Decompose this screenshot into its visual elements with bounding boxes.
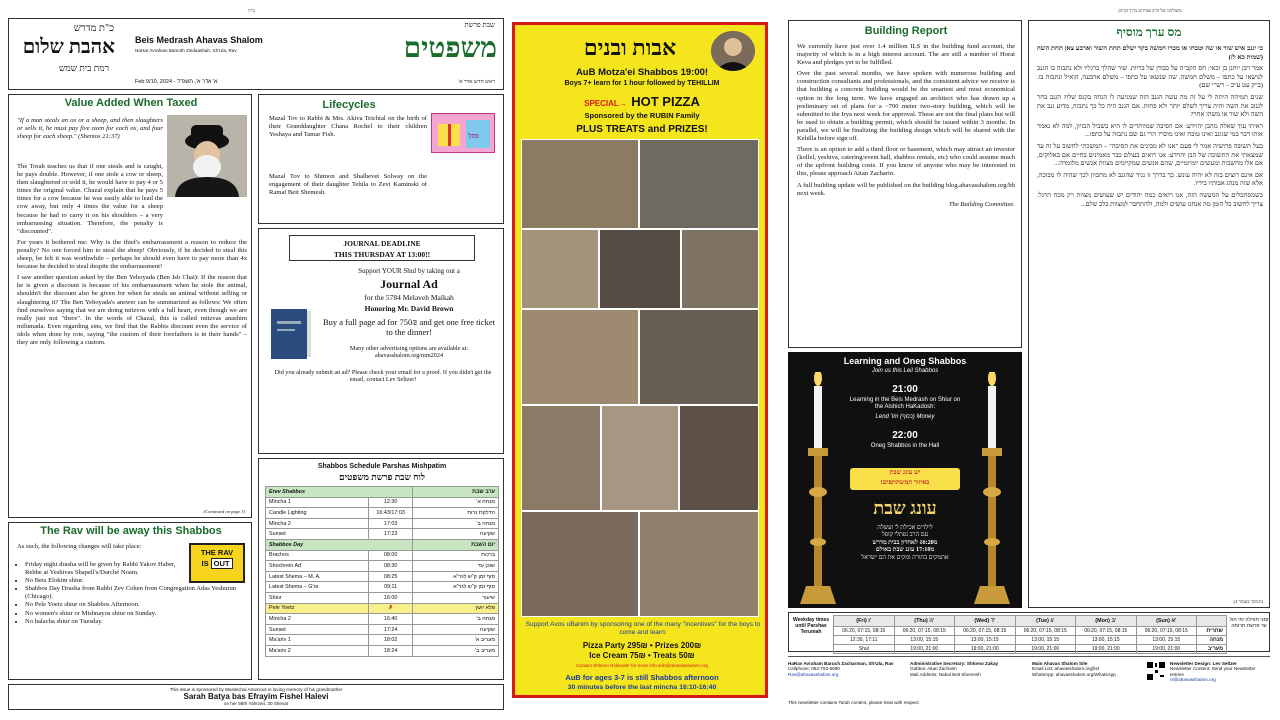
weekday-day: (Tue) ג': [1015, 616, 1076, 627]
schedule-event-heb: סוף זמן ק"ש לגר"א: [413, 582, 499, 593]
journal-support: Support YOUR Shul by taking out a: [358, 267, 460, 275]
footer-col1: [788, 661, 906, 677]
oneg-sub: Join us this Leil Shabbos: [871, 368, 939, 374]
weekday-label-heb: זמני תפילה ימי חול עד פרשת תרומה: [1229, 617, 1269, 630]
weekday-cell: 13:00, 15:15: [955, 635, 1016, 644]
candle-right-icon: [964, 372, 1020, 622]
hebrew-article: [1028, 20, 1270, 608]
continued-note: (Continued on page 3): [203, 508, 245, 514]
schedule-row: [266, 645, 499, 656]
schedule-title-heb: לוח שבת פרשת משפטים: [339, 472, 425, 482]
schedule-row: [266, 624, 499, 635]
rav-away-item: • Shabbos Day Drasha from Rabbi Zev Cohen from Congregation Adas Yeshurun (Chicago).: [25, 585, 247, 601]
weekday-row-label: מעריב: [1197, 644, 1227, 653]
oneg-banner-line1: יש עונג שבת: [889, 469, 921, 476]
rav-away-item: • No halacha shiur on Tuesday.: [25, 618, 247, 626]
weekday-table: [833, 615, 1227, 654]
schedule-event: Shiur: [266, 592, 369, 603]
weekday-row-label: מנחה: [1197, 635, 1227, 644]
schedule-event-heb: מעריב א': [413, 635, 499, 646]
shul-address: NaHar Avraham Bamoth Zindaashah, Sh'Ula, Rav: [135, 48, 237, 53]
journal-title: Journal Ad: [380, 277, 438, 291]
value-added-p1: The Torah teaches us that if one steals and is caught, he pays double. However, if one stole a cow or sheep, then slaughtered or sold it, he would have to pay 4 or 5 times the original value. Chazal explain that he pays 5 times for a cow because he was easily able to lead the cow away, but only 4 times the value for a sheep because he had to carry it on his shoulders – a very embarrassing situation. Therefore, the penalty is "discounted".: [17, 163, 163, 235]
value-added-body: [17, 163, 247, 350]
schedule-event-heb: פלא יועץ: [413, 603, 499, 614]
weekday-row-label: שחרית: [1197, 626, 1227, 635]
photo-7: [639, 309, 759, 405]
value-added-p3: I saw another question asked by the Ben Yehoyada (Ben Ish Chai): If the reason that he is given a discount is because of his embarrassment when he stole the animal, shouldn't the discount also be given for when he steals an animal without selling or slaughtering it? The Ben Yehoyada's answer can be summarized as follows: We often find ourselves saying that we are doing mitzvos with a full heart, even though we are really just not "there". In the words of Chazal, this is called mitzvas anashim milumada. Even regarding sins, we find that the Rabbis discount even the service of idols when done by rote, saying "the custom of their forefathers is in their hands" – they are only following a custom.: [17, 274, 247, 346]
schedule-event-heb: שקיעה: [413, 624, 499, 635]
rav-away-item: • No women's shiur or Mishnayos shiur on Sunday.: [25, 610, 247, 618]
schedule-time: 09:11: [369, 582, 413, 593]
weekday-cell: 13:00, 15:15: [1136, 635, 1197, 644]
hot-pizza: HOT PIZZA: [631, 94, 700, 109]
value-added-quote: "If a man steals an ox or a sheep, and then slaughters or sells it, he must pay five oxen for each ox, and four sheep for each sheep." (Shemos 21:37): [17, 117, 163, 141]
schedule-time: 17:24: [369, 624, 413, 635]
flyer-title: אבות ובנים: [583, 35, 677, 60]
footer-col4: [1170, 661, 1270, 683]
footer-col3: [1032, 661, 1142, 677]
sign-line1: THE RAV: [200, 548, 234, 557]
schedule-event-heb: שוכן עד: [413, 561, 499, 572]
footer-note: This newsletter contains Torah content, please treat with respect: [788, 700, 919, 705]
oneg-title: Learning and Oneg Shabbos: [843, 356, 967, 366]
weekday-corner: [1197, 616, 1227, 627]
sponsor-line1: This issue is sponsored by Mordechai Americus in loving memory of his grandmother: [169, 687, 343, 692]
photo-5: [681, 229, 759, 309]
hebrew-para: כשמסתכלים על המעשה הזה, אנו רואים כמה יהודים יש שעושים מצוות רק מכח הרגל. צריך לחשוב כל הזמן מה אנחנו עושים ולמה, ולהתחבר למצוות בלב שלם...: [1037, 191, 1263, 208]
schedule-event: Candle Lighting: [266, 508, 369, 519]
weekday-cell: 06:20, 07:15, 08:15: [955, 626, 1016, 635]
yiddish-header-top: משולחנו של הרב אברהם ברוך זכרמן: [1118, 8, 1182, 13]
schedule-row: [266, 529, 499, 540]
oneg-desc2: Oneg Shabbos in the Hall: [870, 443, 940, 449]
building-signature: The Building Committee.: [948, 200, 1015, 208]
footer-rav-email[interactable]: Rav@ahavasshalom.org: [788, 671, 839, 677]
building-p4: A full building update will be published on the building blog.ahavasshalom.org/bb next week.: [797, 181, 1015, 197]
oneg-desc1b: Lend 'Im (כסף) Money: [875, 414, 935, 420]
qr-code-icon: [1146, 661, 1166, 681]
building-report: [788, 20, 1022, 348]
oneg-time2: 22:00: [892, 430, 918, 441]
weekday-day: (Sun) א': [1136, 616, 1197, 627]
weekday-cell: Shul: [834, 644, 895, 653]
footer-info: [788, 656, 1270, 696]
shabbos-schedule: [258, 458, 504, 680]
schedule-row: [266, 592, 499, 603]
photo-10: [679, 405, 759, 511]
rosh-chodesh: ראש חדש אדר א': [458, 79, 495, 85]
footer-secretary: Administrative Secretary: Shlomo Zakay: [910, 661, 999, 666]
erev-rows: [266, 497, 499, 539]
issue-date: Feb 9/10, 2024 - א' אדר א', תשפ"ד: [135, 79, 218, 85]
weekday-cell: 06:20, 07:15, 08:15: [1076, 626, 1137, 635]
gift-icon: [432, 114, 496, 154]
footer-nl-email[interactable]: nl@ahavasshalom.org: [1170, 677, 1216, 683]
schedule-time: 08:25: [369, 571, 413, 582]
flyer-prices1: Pizza Party 295₪ • Prizes 200₪: [582, 641, 702, 650]
building-p2: Over the past several months, we have spoken with numerous building and construction consultants and professionals, and the consistent advice we receive is that building a concrete building would be the smartest and most economical option in the long term. We have engaged an architect who has drawn up a preliminary set of plans for a ~700 meter two-story building, which will be submitted to the Irya next week for approval. These are not the final plans but will be used to obtain a building permit, which should be issued within 3 months. In parallel, we will be finalizing the building design which will be shared with the Kehilla before sign off.: [797, 70, 1015, 143]
hebrew-continued: (המשך בעמוד 3): [1233, 598, 1263, 604]
schedule-time: 18:24: [369, 645, 413, 656]
journal-buy: Buy a full page ad for 750₪ and get one free ticket to the dinner!: [322, 317, 496, 337]
schedule-event: Shochrein Ad: [266, 561, 369, 572]
footer-whatsapp[interactable]: WhatsApp: ahavasshalom.org/WhatsApp: [1032, 671, 1116, 677]
lifecycle-engagement: Mazal Tov to Shimon and Shalhevet Solway on the engagement of their daughter Tehila to Zevi Kaminski of Ramat Beit Shemesh.: [269, 173, 427, 197]
oneg-detail: מ17:10 עונג שבת באולם: [875, 546, 935, 554]
weekday-day: (Fri) ו': [834, 616, 895, 627]
weekday-day: (Wed) ד': [955, 616, 1016, 627]
value-added-title: Value Added When Taxed: [64, 97, 198, 109]
rebbe-portrait: [711, 31, 755, 71]
oneg-details: [844, 524, 966, 561]
sponsor-line3: on her 56th Yahrzeit, 30 Shevat: [223, 701, 289, 707]
lifecycles-box: [258, 94, 504, 224]
journal-for: for the 5784 Melaveh Malkah: [364, 293, 454, 302]
schedule-time: 17:23: [369, 529, 413, 540]
footer-design: Newsletter Design: Lev Seltzer: [1170, 661, 1237, 666]
weekday-cell: 06:20, 07:15, 08:15: [834, 626, 895, 635]
flyer-ages2: 30 minutes before the last mincha 16:10-16:40: [567, 684, 717, 691]
photo-1: [521, 139, 639, 229]
journal-options: Many other advertising options are available at: ahavasshalom.org/mm2024: [349, 345, 469, 360]
day-header: Shabbos Day: [266, 539, 413, 550]
footer-mail: Mail Address: Nahal Beit Shemesh: [910, 671, 981, 677]
weekday-row: [834, 626, 1227, 635]
photo-3: [521, 229, 599, 309]
schedule-event: Latest Shema – G'ra: [266, 582, 369, 593]
schedule-event-heb: שקיעה: [413, 529, 499, 540]
building-body: [797, 43, 1015, 212]
schedule-event: Brachos: [266, 550, 369, 561]
schedule-event: Sunset: [266, 529, 369, 540]
schedule-event: Ma'ariv 1: [266, 635, 369, 646]
footer-email-list[interactable]: Email List: ahavasshalom.org/list: [1032, 666, 1099, 672]
weekday-cell: 06:20, 07:15, 08:15: [1015, 626, 1076, 635]
deadline-line2: THIS THURSDAY AT 13:00!!: [333, 250, 431, 259]
oneg-banner: [850, 468, 960, 490]
schedule-time: 08:30: [369, 561, 413, 572]
schedule-time: ✗: [369, 603, 413, 614]
flyer-support: Support Avos uBanim by sponsoring one of the many "incentives" for the boys to come and learn:: [525, 621, 761, 636]
weekday-header-row: [834, 616, 1227, 627]
photo-8: [521, 405, 601, 511]
photo-2: [639, 139, 759, 229]
building-p3: There is an option to add a third floor or basement, which may attract an investor (kollel, yeshiva, catering/event hall, shabbos rentals, etc) who could assume much of the upfront building costs. If you know of anyone who may be interested in this, please approach Aitan Zacharin.: [797, 146, 1015, 178]
special-label: SPECIAL→: [584, 99, 627, 108]
hebrew-para: שנים תמיהה היתה לי על זה מה עשה הגנב הזה שמגיעה לו הנחה בקנס שלו? הגנב בחר לגנוב את השה והיה צריך לשלם יותר ולא פחות. אם הגנב היה כל כך נתבזה, מדוע גנב את השה ולא שור או משהו אחר?: [1037, 93, 1263, 119]
schedule-event-heb: סוף זמן ק"ש לגר"א: [413, 571, 499, 582]
flyer-special-line: [519, 93, 765, 111]
weekday-cell: 06:20, 07:15, 08:15: [1136, 626, 1197, 635]
parsha-name: משפטים: [403, 33, 497, 64]
flyer-prices2: Ice Cream 75₪ • Treats 50₪: [589, 651, 695, 660]
footer-content: Newsletter Content: Send your Newsletter entries: [1170, 666, 1256, 677]
page-left: [8, 8, 504, 712]
rav-away-item: • Friday night drasha will be given by Rabbi Yakov Haber, Rebbe at Yeshivas Shapell's/Darché Noam.: [25, 561, 181, 577]
oneg-desc1: Learning in the Beis Medrash on Shiur on the Alshich HaKadosh:: [849, 397, 961, 411]
candle-left-icon: [790, 372, 846, 622]
building-p1: We currently have just over 1.4 million ILS in the building fund account, the majority of which is in a high interest account. The are still a number of Horat Keva and pledges yet to be fulfilled.: [797, 43, 1015, 67]
oneg-detail: עם הרב נפתלי קופל: [881, 531, 929, 539]
flyer-contact: Contact Shlomo Hollander for more info aub@ahavasshalom.org: [576, 663, 708, 668]
bh-mark: ב"ה: [248, 8, 255, 13]
footer-rav: HaRav Avraham Baruch Zacharman, Sh'Ula, Rav: [788, 661, 894, 666]
oneg-banner-line2: באיזור המשתתפים!: [880, 479, 930, 486]
flyer-ages: AuB for ages 3-7 is still Shabbos afternoon: [565, 673, 719, 682]
schedule-event-heb: מנחה א': [413, 497, 499, 508]
footer-col2: [910, 661, 1028, 677]
journal-box: [258, 228, 504, 454]
footer-phone: Cellphone: 052-763-5690: [788, 666, 840, 672]
oneg-detail: מ16:20 לאחרון בבית מדרש: [872, 538, 938, 546]
sign-out: OUT: [211, 558, 233, 569]
shul-heb-logo: אהבת שלום: [22, 36, 115, 58]
photo-11: [521, 511, 639, 617]
avos-ubanim-flyer: [512, 22, 768, 698]
weekday-day: (Mon) ב': [1076, 616, 1137, 627]
schedule-row: [266, 550, 499, 561]
schedule-time: 16:40: [369, 614, 413, 625]
weekday-cell: 19:00, 21:00: [1136, 644, 1197, 653]
weekday-cell: 13:00, 15:15: [1015, 635, 1076, 644]
parsha-label: שבת פרשת: [464, 21, 495, 29]
weekday-cell: 13:00, 15:15: [1076, 635, 1137, 644]
schedule-event-heb: מעריב ב': [413, 645, 499, 656]
schedule-row: [266, 603, 499, 614]
schedule-table: [265, 486, 499, 657]
oneg-detail: לילדים אכילת ל' ועשלה: [877, 524, 933, 531]
schedule-event: Pele Yoetz: [266, 603, 369, 614]
schedule-event: Mincha 2: [266, 518, 369, 529]
shul-heb-sub: רמת בית שמש: [58, 63, 109, 73]
value-added-p2: For years it bothered me: Why is the thief's embarrassment a reason to reduce the penalty? No one forced him to steal the sheep! Obviously, if he decided to steal this sheep, he felt it was worthwhile – perhaps he should even have to pay more than 4x because he decided to steal despite the embarrassment!: [17, 238, 247, 271]
shul-name: Beis Medrash Ahavas Shalom: [135, 35, 263, 45]
schedule-time: 16:00: [369, 592, 413, 603]
hebrew-para: אם אינם רוצים בזה לא יהיה עונש. כך בדרך זו נגיד שהגנב לא מתכוון לכך שהיה לו מבוכה, אלא שזה מנהג אבותיו בידיו.: [1037, 171, 1263, 188]
flyer-plus: PLUS TREATS and PRIZES!: [576, 124, 708, 135]
schedule-time: 08:00: [369, 550, 413, 561]
rav-away-intro: As such, the following changes will take place:: [17, 543, 142, 550]
journal-submitted: Did you already submit an ad? Please check your email for a proof. If you didn't get the email, contact Lev Seltzer!: [274, 369, 492, 384]
photo-4: [599, 229, 681, 309]
hebrew-article-title: מס ערך מוסיף: [1116, 25, 1182, 39]
schedule-title: Shabbos Schedule Parshas Mishpatim: [317, 463, 447, 470]
flyer-line2: Boys 7+ learn for 1 hour followed by TEHILLIM: [564, 80, 720, 87]
schedule-event-heb: מנחה ב': [413, 614, 499, 625]
schedule-event: Sunset: [266, 624, 369, 635]
footer-gabbai: Gabbai: Aitan Zacharin: [910, 666, 957, 672]
weekday-cell: 06:20, 07:15, 08:15: [894, 626, 955, 635]
day-header-heb: יום השבת: [413, 539, 499, 550]
weekday-times: [788, 612, 1270, 652]
oneg-big-title: עונג שבת: [873, 498, 937, 518]
schedule-event-heb: שיעור: [413, 592, 499, 603]
masthead: [8, 18, 504, 90]
hebrew-para: ראיתי עוד שאלה מהבן יהוידע: אם הסיבה שמוותרים לו היא בשביל הבזיון, למה לא נאמר אותו דבר במי שגונב ואינו טובח ואינו מוכר? הרי גם שם נתבזה על כתפו...: [1037, 122, 1263, 139]
building-title: Building Report: [864, 25, 948, 37]
oneg-detail: אתמקים בתורה ומקים את הם ישראל: [861, 553, 949, 561]
schedule-event: Mincha 2: [266, 614, 369, 625]
weekday-cell: 19:00, 21:00: [1015, 644, 1076, 653]
journal-book: [267, 303, 315, 363]
oneg-shabbos-box: [788, 352, 1022, 608]
erev-header: Erev Shabbos: [266, 487, 413, 498]
weekday-cell: 12:30, 17:11: [834, 635, 895, 644]
journal-honoring: Honoring Mr. David Brown: [364, 304, 454, 313]
sign-is: IS: [201, 559, 209, 568]
schedule-row: [266, 635, 499, 646]
photo-12: [639, 511, 759, 617]
hebrew-para: בעל תשובה פרושיה אמר לי פעם "אנו לא מבינים את הסיבה" – המשכתי לחשוב על זה עד שמצאתי את התשובה של הבן יהוידע: אנו רואים בעולם כבר מאמינים בחיים אם באלוקים, אם אלו מחשבות ומעשים יומיומיים, שהם אנשים שמקיימים מצוות אנשים מלומדה...: [1037, 142, 1263, 168]
schedule-event-heb: ברכות: [413, 550, 499, 561]
sponsor-line2: Sarah Batya bas Efrayim Fishel Halevi: [183, 692, 329, 702]
flyer-sponsored: Sponsored by the RUBIN Family: [584, 111, 700, 120]
hebrew-article-body: [1037, 45, 1263, 212]
schedule-row: [266, 518, 499, 529]
sponsor-box: [8, 684, 504, 710]
schedule-event: Mincha 1: [266, 497, 369, 508]
svg-text:מזל: מזל: [468, 133, 479, 140]
lifecycles-title: Lifecycles: [322, 99, 376, 111]
rav-away-item: • No Pele Yoetz shiur on Shabbos Afternoon.: [25, 601, 247, 609]
photo-collage: [521, 139, 759, 617]
day-rows: [266, 550, 499, 656]
hebrew-para: אמר רבן יוחנן בן זכאי: חס הקב"ה על כבודן של בריות. שור שהלך ברגליו ולא נתבזה בו הגנב לנושאו על כתפו – משלם חמשה. שה שנשאו על כתפו – משלם ארבעה, הואיל ונתבזה בו. (ב"ק עט ע"ב – רש"י שם): [1037, 65, 1263, 90]
footer-site[interactable]: Main Ahavas Shalom Site: [1032, 661, 1088, 666]
schedule-row: [266, 508, 499, 519]
portrait-icon: [711, 31, 755, 71]
photo-6: [521, 309, 639, 405]
rav-away-title: The Rav will be away this Shabbos: [40, 525, 222, 537]
mazal-tov-graphic: [431, 113, 495, 153]
erev-header-heb: ערב שבת: [413, 487, 499, 498]
weekday-row: [834, 644, 1227, 653]
flyer-line1: AuB Motza'ei Shabbos 19:00!: [575, 67, 709, 78]
weekday-day: (Thu) ה': [894, 616, 955, 627]
weekday-label: Weekday times until Parshas Terumah: [792, 617, 830, 636]
deadline-line1: JOURNAL DEADLINE: [343, 239, 421, 248]
schedule-event-heb: הדלקת נרות: [413, 508, 499, 519]
schedule-row: [266, 497, 499, 508]
schedule-event: Latest Shema – M. A.: [266, 571, 369, 582]
weekday-cell: 13:00, 15:15: [894, 635, 955, 644]
book-icon: [267, 303, 315, 363]
journal-deadline: [289, 235, 475, 261]
oneg-time1: 21:00: [892, 384, 918, 395]
photo-9: [601, 405, 679, 511]
weekday-cell: 19:00, 21:00: [955, 644, 1016, 653]
schedule-event-heb: מנחה ב': [413, 518, 499, 529]
schedule-row: [266, 614, 499, 625]
shul-heb-top: כ"ת מדרש: [73, 23, 114, 34]
schedule-time: 16:43/17:03: [369, 508, 413, 519]
schedule-time: 17:03: [369, 518, 413, 529]
hebrew-para: כי יגנב איש שור או שה וטבחו או מכרו חמשה בקר ישלם תחת השור וארבע צאן תחת השה (שמות כא לז): [1037, 45, 1263, 61]
rav-away-article: [8, 522, 252, 680]
value-added-article: [8, 94, 252, 518]
schedule-row: [266, 561, 499, 572]
lifecycle-birth: Mazal Tov to Rabbi & Mrs. Akiva Teichtal on the birth of their Granddaughter Chana Rochel to their children Yeshaya and Tamar Fish.: [269, 115, 427, 139]
weekday-cell: 19:00, 21:00: [1076, 644, 1137, 653]
schedule-event: Ma'ariv 2: [266, 645, 369, 656]
schedule-time: 12:30: [369, 497, 413, 508]
weekday-row: [834, 635, 1227, 644]
weekday-cell: 19:00, 21:00: [894, 644, 955, 653]
rav-away-item: • No Beis Elokim shiur.: [25, 577, 247, 585]
schedule-row: [266, 571, 499, 582]
schedule-row: [266, 582, 499, 593]
schedule-time: 18:02: [369, 635, 413, 646]
page-right: [782, 8, 1274, 712]
rav-away-list: [25, 561, 247, 626]
